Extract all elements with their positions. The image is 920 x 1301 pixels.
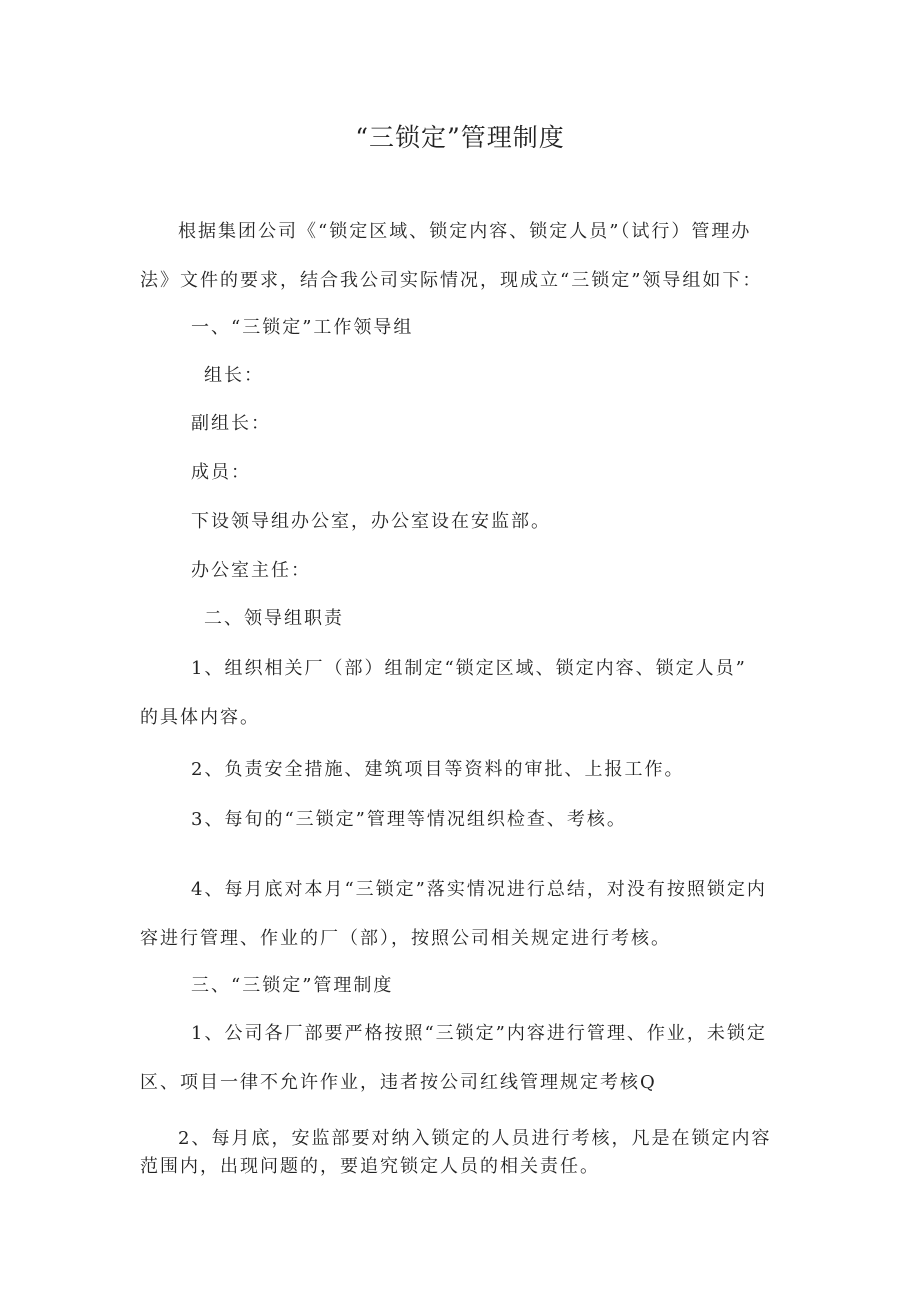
rule-2-line-1: 2、每月底，安监部要对纳入锁定的人员进行考核，凡是在锁定内容 [178,1128,772,1149]
rule-1-line-1: 1、公司各厂部要严格按照“三锁定”内容进行管理、作业，未锁定 [191,1023,767,1044]
document-title: “三锁定”管理制度 [355,123,565,152]
section-1-heading: 一、“三锁定”工作领导组 [191,317,414,338]
office-director-label: 办公室主任： [191,560,311,581]
rule-1-line-2: 区、项目一律不允许作业，违者按公司红线管理规定考核Q [140,1072,657,1093]
duty-3: 3、每旬的“三锁定”管理等情况组织检查、考核。 [191,809,627,830]
duty-4-line-2: 容进行管理、作业的厂（部），按照公司相关规定进行考核。 [140,928,671,949]
leader-label: 组长： [204,365,264,386]
duty-1-line-2: 的具体内容。 [140,707,260,728]
duty-2: 2、负责安全措施、建筑项目等资料的审批、上报工作。 [191,759,685,780]
section-2-heading: 二、领导组职责 [204,608,344,629]
duty-1-line-1: 1、组织相关厂（部）组制定“锁定区域、锁定内容、锁定人员” [191,658,747,679]
intro-line-2: 法》文件的要求，结合我公司实际情况，现成立“三锁定”领导组如下： [140,270,763,291]
office-setup-text: 下设领导组办公室，办公室设在安监部。 [191,511,551,532]
duty-4-line-1: 4、每月底对本月“三锁定”落实情况进行总结，对没有按照锁定内 [191,879,767,900]
members-label: 成员： [191,462,251,483]
deputy-leader-label: 副组长： [191,413,271,434]
section-3-heading: 三、“三锁定”管理制度 [191,975,394,996]
rule-2-line-2: 范围内，出现问题的，要追究锁定人员的相关责任。 [140,1156,600,1177]
intro-line-1: 根据集团公司《“锁定区域、锁定内容、锁定人员”（试行）管理办 [178,221,752,242]
